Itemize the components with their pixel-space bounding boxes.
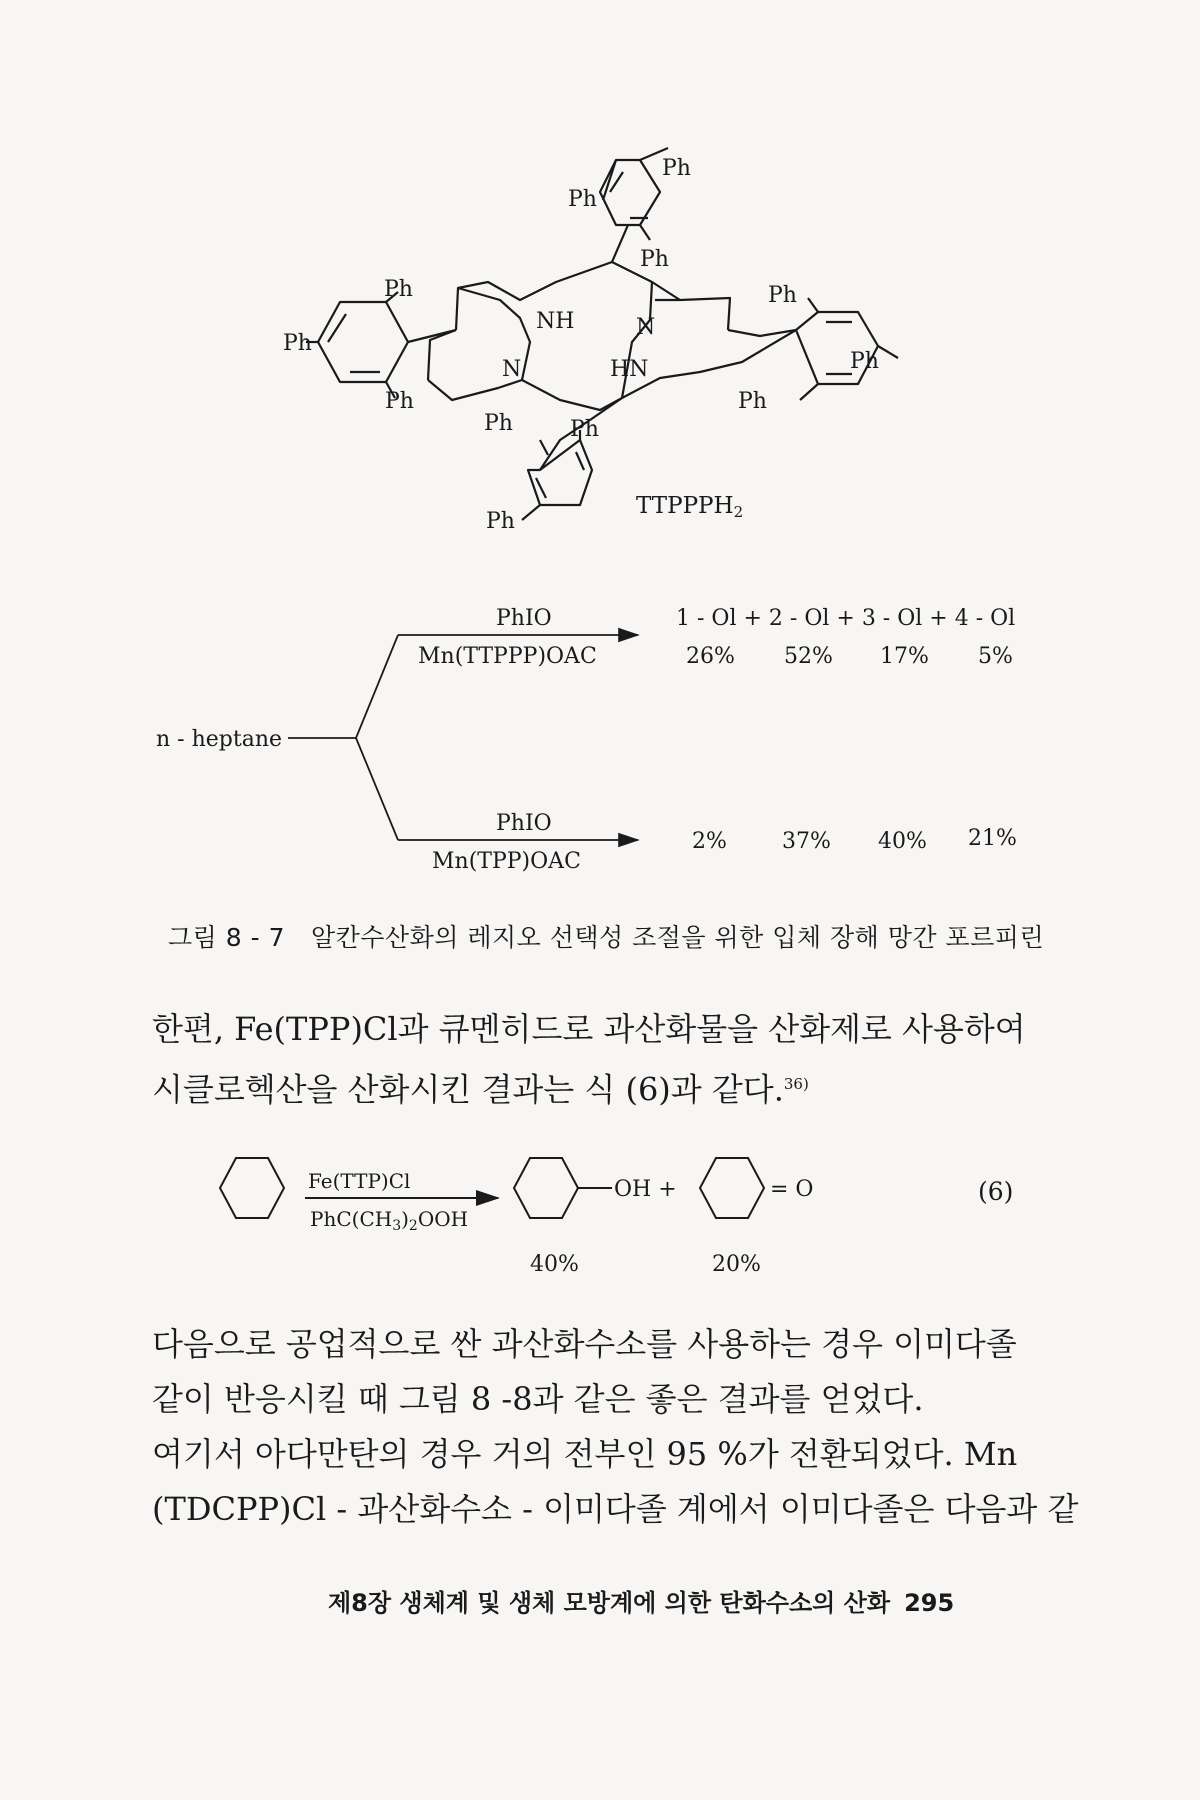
products-label: 1 - Ol + 2 - Ol + 3 - Ol + 4 - Ol: [676, 606, 1016, 631]
paragraph-2: [152, 1317, 1079, 1537]
compound-name: TTPPPH2: [636, 493, 744, 521]
ph-label: Ph: [768, 283, 797, 308]
running-head: 제8장 생체계 및 생체 모방계에 의한 탄화수소의 산화: [328, 1589, 891, 1617]
text-line: (TDCPP)Cl - 과산화수소 - 이미다졸 계에서 이미다졸은 다음과 같: [152, 1490, 1079, 1528]
figure-number: 그림 8 - 7: [168, 923, 285, 952]
equation-number: (6): [978, 1177, 1014, 1206]
upper-yield: 26%: [686, 644, 735, 669]
text-line: 다음으로 공업적으로 싼 과산화수소를 사용하는 경우 이미다졸: [152, 1325, 1017, 1363]
n-label: N: [502, 357, 522, 382]
ketone-yield: 20%: [712, 1252, 761, 1277]
page-footer: [328, 1583, 1028, 1618]
oxidant-label: $PhC(CH_3)_2OOH$: [310, 1207, 469, 1234]
paragraph-1: [152, 1002, 1032, 1118]
upper-yield: 52%: [784, 644, 833, 669]
nh-label: NH: [536, 309, 575, 334]
text-line: 한편, Fe(TPP)Cl과 큐멘히드로 과산화물을 산화제로 사용하여: [152, 1010, 1026, 1048]
ph-label: Ph: [283, 331, 312, 356]
equation-6: [0, 1150, 1200, 1280]
upper-reagent-bottom: Mn(TTPPP)OAC: [418, 644, 597, 669]
text-line: 같이 반응시킬 때 그림 8 -8과 같은 좋은 결과를 얻었다.: [152, 1380, 924, 1418]
ph-label: Ph: [484, 411, 513, 436]
figure-title: 알칸수산화의 레지오 선택성 조절을 위한 입체 장해 망간 포르피린: [310, 923, 1045, 952]
ph-label: Ph: [738, 389, 767, 414]
upper-yield: 5%: [978, 644, 1013, 669]
lower-yield: 2%: [692, 829, 727, 854]
ketone-label: = O: [770, 1177, 814, 1202]
ph-label: Ph: [385, 389, 414, 414]
alcohol-yield: 40%: [530, 1252, 579, 1277]
lower-reagent-top: PhIO: [496, 811, 552, 836]
upper-reagent-top: PhIO: [496, 606, 552, 631]
ph-label: Ph: [640, 247, 669, 272]
ph-label: Ph: [570, 417, 599, 442]
ph-label: Ph: [486, 509, 515, 534]
lower-yield: 40%: [878, 829, 927, 854]
figure-caption: [168, 918, 1048, 954]
substrate-label: n - heptane: [156, 727, 283, 752]
heptane-scheme: [0, 580, 1200, 900]
n-label: N: [636, 315, 656, 340]
ph-label: Ph: [384, 277, 413, 302]
reference-marker: 36): [783, 1075, 809, 1093]
ph-label: Ph: [568, 187, 597, 212]
text-line: 여기서 아다만탄의 경우 거의 전부인 95 %가 전환되었다. Mn: [152, 1435, 1018, 1473]
text-line: 시클로헥산을 산화시킨 결과는 식 (6)과 같다.$^{36)}$: [152, 1070, 809, 1109]
page-number: 295: [904, 1589, 955, 1617]
lower-yield: 37%: [782, 829, 831, 854]
upper-yield: 17%: [880, 644, 929, 669]
hydroxyl-label: OH +: [614, 1177, 677, 1202]
catalyst-label: Fe(TTP)Cl: [308, 1169, 411, 1193]
ph-label: Ph: [662, 156, 691, 181]
lower-yield: 21%: [968, 826, 1017, 851]
hn-label: HN: [610, 357, 649, 382]
lower-reagent-bottom: Mn(TPP)OAC: [432, 849, 581, 874]
porphyrin-structure: [0, 0, 1200, 560]
ph-label: Ph: [850, 349, 879, 374]
